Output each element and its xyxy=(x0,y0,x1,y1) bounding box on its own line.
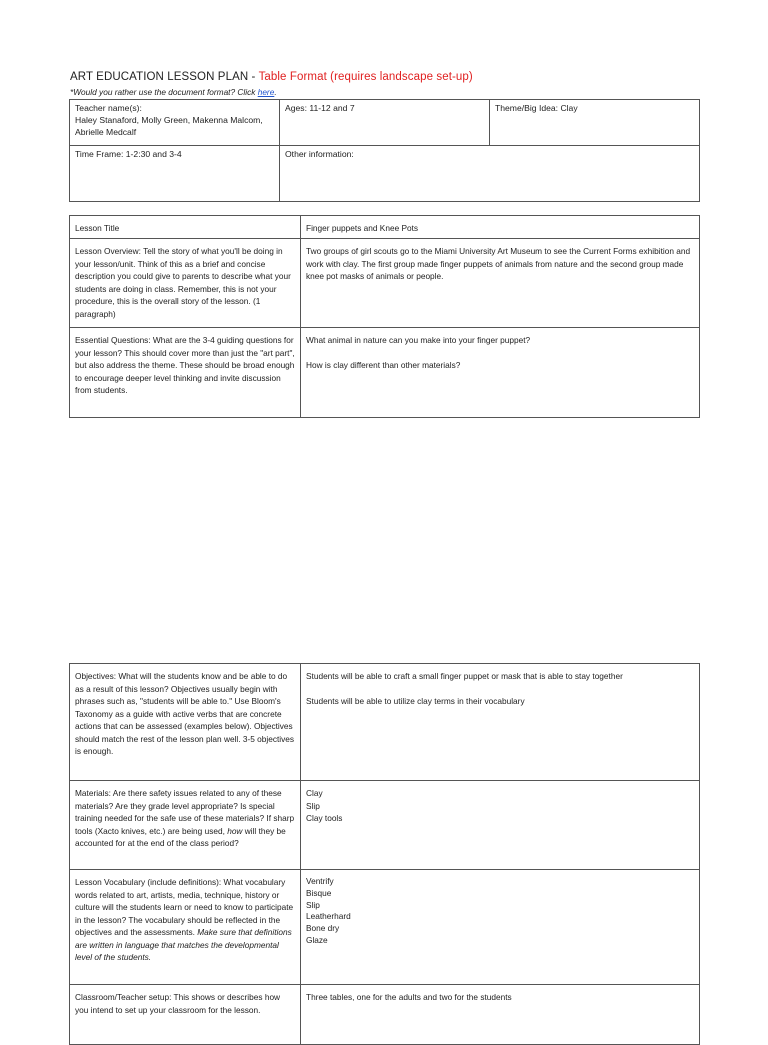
info-table xyxy=(69,99,700,202)
vocabulary-item: Ventrify xyxy=(306,876,334,886)
materials-label xyxy=(70,781,301,870)
teacher-names: Haley Stanaford, Molly Green, Makenna Malcom, Abrielle Medcalf xyxy=(75,114,263,137)
teacher-label: Teacher name(s): xyxy=(75,103,142,113)
materials-label-text: Materials: Are there safety issues related to any of these materials? Are they grade level appropriate? Is special training needed for the safe use of these materials? If sharp tools (Xacto knives, etc.) are being used, xyxy=(75,788,295,836)
lesson-overview-label: Lesson Overview: Tell the story of what you'll be doing in your lesson/unit. Think of this as a brief and concise description you could give to parents to describe what your students are doing in class. Remember, this is not your procedure, this is the overall story of the lesson. (1 paragraph) xyxy=(70,239,301,328)
objectives-value xyxy=(301,664,700,781)
theme-cell: Theme/Big Idea: Clay xyxy=(490,100,700,146)
question-item: How is clay different than other materials? xyxy=(306,359,461,370)
materials-value xyxy=(301,781,700,870)
title-main: ART EDUCATION LESSON PLAN - xyxy=(70,71,259,83)
lesson-title-label: Lesson Title xyxy=(70,216,301,239)
objective-item: Students will be able to utilize clay terms in their vocabulary xyxy=(306,695,525,706)
vocabulary-label-emphasis: Make sure that definitions are written in language that matches the developmental level of the students. xyxy=(75,927,292,962)
vocabulary-item: Bisque xyxy=(306,887,332,898)
material-item: Clay tools xyxy=(306,813,343,823)
essential-questions-label: Essential Questions: What are the 3-4 guiding questions for your lesson? This should cover more than just the "art part", but also address the theme. These should be broad enough to encourage deeper level thinking and invite discussion from students. xyxy=(70,328,301,418)
vocabulary-value xyxy=(301,870,700,985)
detail-table xyxy=(69,663,700,1045)
vocabulary-label-text: Lesson Vocabulary (include definitions): What vocabulary words related to art, artists, media, technique, history or culture will the students learn or need to know to participate in the lesson? The vocabulary should be reflected in the objectives and the assessments. xyxy=(75,877,294,937)
materials-label-emphasis: how xyxy=(227,825,243,836)
lesson-overview-value: Two groups of girl scouts go to the Miami University Art Museum to see the Current Forms exhibition and work with clay. The first group made finger puppets of animals from nature and the second group made knee pot masks of animals or people. xyxy=(301,239,700,328)
objective-item: Students will be able to craft a small finger puppet or mask that is able to stay together xyxy=(306,671,623,681)
materials-label-text-end: will they be accounted for at the end of the class period? xyxy=(75,825,286,848)
lesson-table xyxy=(69,215,700,418)
vocabulary-item: Leatherhard xyxy=(306,911,351,922)
material-item: Slip xyxy=(306,800,320,811)
classroom-setup-value: Three tables, one for the adults and two for the students xyxy=(301,985,700,1045)
lesson-title-value: Finger puppets and Knee Pots xyxy=(301,216,700,239)
essential-questions-value xyxy=(301,328,700,418)
note-text: *Would you rather use the document format? Click xyxy=(70,87,258,97)
document-format-note xyxy=(70,87,277,97)
vocabulary-item: Bone dry xyxy=(306,923,340,934)
vocabulary-item: Glaze xyxy=(306,934,328,945)
vocabulary-label xyxy=(70,870,301,985)
ages-cell: Ages: 11-12 and 7 xyxy=(280,100,490,146)
material-item: Clay xyxy=(306,788,323,798)
here-link[interactable]: here xyxy=(257,87,275,97)
vocabulary-item: Slip xyxy=(306,899,320,910)
note-end: . xyxy=(274,87,277,97)
question-item: What animal in nature can you make into your finger puppet? xyxy=(306,335,531,345)
time-frame-cell: Time Frame: 1-2:30 and 3-4 xyxy=(70,146,280,202)
other-information-cell: Other information: xyxy=(280,146,700,202)
title-format-note: Table Format (requires landscape set-up) xyxy=(258,71,473,83)
classroom-setup-label: Classroom/Teacher setup: This shows or describes how you intend to set up your classroom for the lesson. xyxy=(70,985,301,1045)
page-title xyxy=(70,71,473,83)
objectives-label: Objectives: What will the students know and be able to do as a result of this lesson? Objectives usually begin with phrases such as, "students will be able to." Use Bloom's Taxonomy as a guide with active verbs that are concrete actions that can be assessed (examples below). Objectives should match the rest of the lesson plan well. 3-5 objectives is enough. xyxy=(70,664,301,781)
teacher-names-cell xyxy=(70,100,280,146)
